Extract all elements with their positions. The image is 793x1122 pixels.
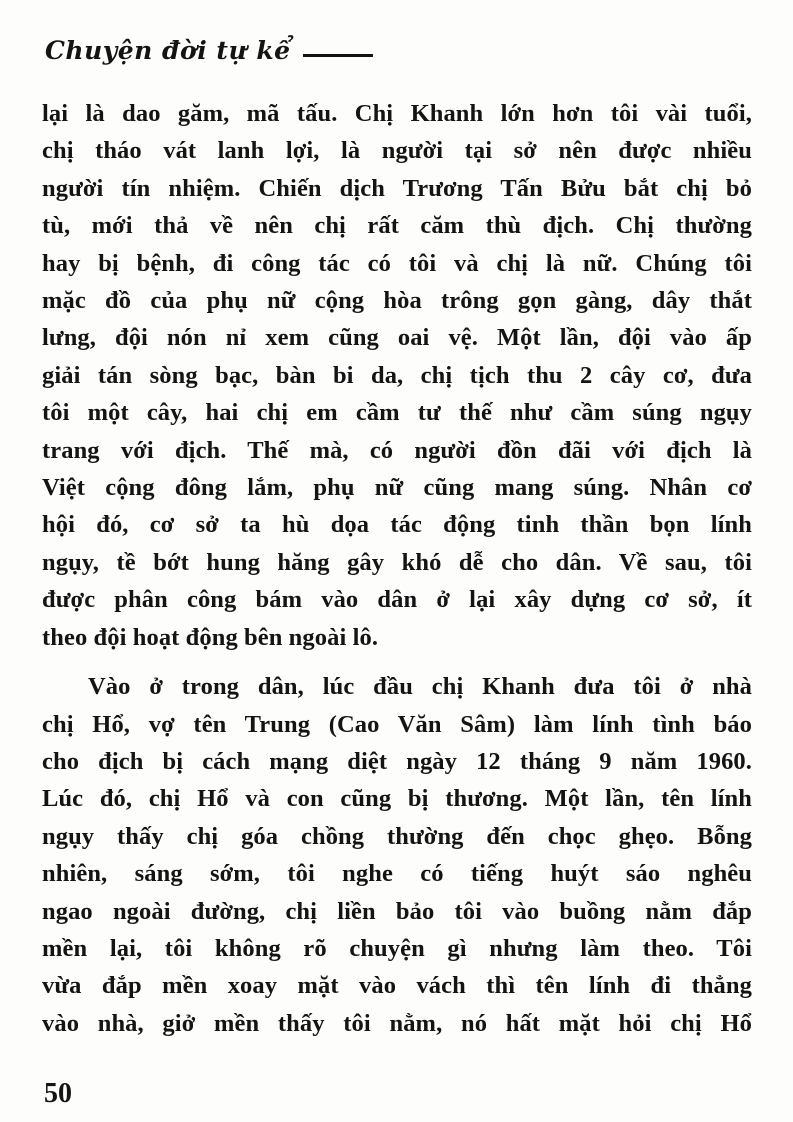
text-line: Lúc đó, chị Hổ và con cũng bị thương. Một lần, tên lính <box>42 785 752 813</box>
text-line: cho địch bị cách mạng diệt ngày 12 tháng 9 năm 1960. <box>42 747 752 775</box>
text-line: theo đội hoạt động bên ngoài lô. <box>42 623 379 651</box>
text-line: Vào ở trong dân, lúc đầu chị Khanh đưa tôi ở nhà <box>88 673 752 701</box>
text-line: mặc đồ của phụ nữ cộng hòa trông gọn gàng, dây thắt <box>42 287 752 315</box>
text-line: mền lại, tôi không rõ chuyện gì nhưng làm theo. Tôi <box>42 934 752 962</box>
text-line: được phân công bám vào dân ở lại xây dựng cơ sở, ít <box>42 586 752 614</box>
text-line: tôi một cây, hai chị em cầm tư thế như cầm súng ngụy <box>42 399 752 427</box>
running-header-title: Chuyện đời tự kể <box>45 36 291 65</box>
paragraph <box>42 95 752 656</box>
text-line: ngao ngoài đường, chị liền bảo tôi vào buồng nằm đắp <box>42 897 752 925</box>
text-line: chị Hổ, vợ tên Trung (Cao Văn Sâm) làm lính tình báo <box>42 710 752 738</box>
text-line: lại là dao găm, mã tấu. Chị Khanh lớn hơn tôi vài tuổi, <box>42 100 752 127</box>
text-line: nhiên, sáng sớm, tôi nghe có tiếng huýt sáo nghêu <box>42 860 752 888</box>
text-line: trang với địch. Thế mà, có người đồn đãi với địch là <box>42 436 752 464</box>
text-line: hội đó, cơ sở ta hù dọa tác động tinh thần bọn lính <box>42 511 752 539</box>
page-number: 50 <box>44 1078 72 1109</box>
text-line: Việt cộng đông lắm, phụ nữ cũng mang súng. Nhân cơ <box>42 474 752 502</box>
text-line: ngụy thấy chị góa chồng thường đến chọc ghẹo. Bỗng <box>42 822 752 850</box>
text-line: người tín nhiệm. Chiến dịch Trương Tấn Bửu bắt chị bỏ <box>42 174 752 202</box>
text-line: tù, mới thả về nên chị rất căm thù địch. Chị thường <box>42 212 752 240</box>
page-header <box>45 36 373 65</box>
text-line: vừa đắp mền xoay mặt vào vách thì tên lính đi thẳng <box>42 972 752 1000</box>
header-rule <box>303 54 373 57</box>
text-line: ngụy, tề bớt hung hăng gây khó dễ cho dân. Về sau, tôi <box>42 548 752 576</box>
text-line: giải tán sòng bạc, bàn bi da, chị tịch thu 2 cây cơ, đưa <box>42 361 752 389</box>
paragraph <box>42 668 752 1042</box>
text-line: vào nhà, giở mền thấy tôi nằm, nó hất mặt hỏi chị Hổ <box>42 1009 752 1037</box>
text-line: hay bị bệnh, đi công tác có tôi và chị là nữ. Chúng tôi <box>42 249 752 277</box>
text-line: lưng, đội nón nỉ xem cũng oai vệ. Một lần, đội vào ấp <box>42 324 752 352</box>
text-line: chị tháo vát lanh lợi, là người tại sở nên được nhiều <box>42 137 752 165</box>
body-text <box>42 95 752 1042</box>
